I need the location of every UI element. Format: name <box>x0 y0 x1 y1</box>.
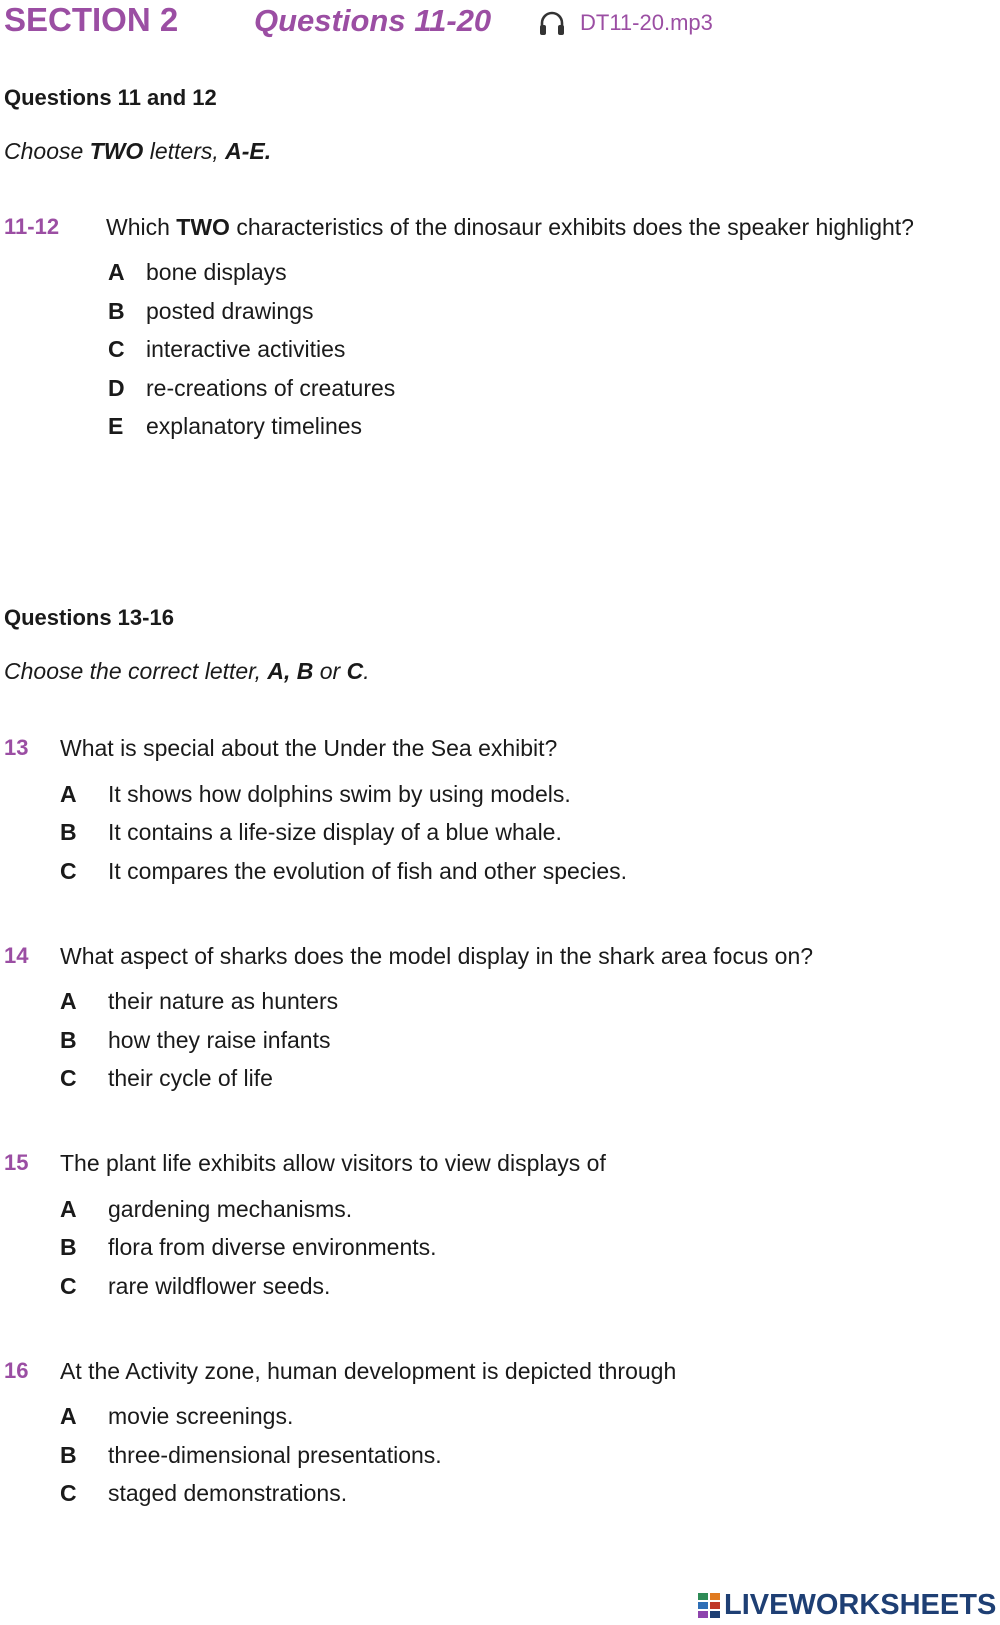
option-text: their cycle of life <box>108 1065 273 1091</box>
option-item[interactable] <box>60 856 627 886</box>
option-letter: A <box>60 988 77 1014</box>
option-item[interactable] <box>108 373 395 403</box>
option-letter: B <box>60 1234 77 1260</box>
question-number: 13 <box>4 735 29 760</box>
option-item[interactable] <box>60 1063 273 1093</box>
question-text: At the Activity zone, human development is depicted through <box>60 1358 677 1384</box>
liveworksheets-logo-icon <box>698 1591 722 1619</box>
option-letter: C <box>108 336 125 362</box>
option-text: It contains a life-size display of a blue whale. <box>108 819 562 845</box>
option-item[interactable] <box>60 1025 330 1055</box>
question-text: What aspect of sharks does the model display in the shark area focus on? <box>60 943 814 969</box>
option-text: how they raise infants <box>108 1027 331 1053</box>
option-letter: D <box>108 375 125 401</box>
option-item[interactable] <box>60 1478 347 1508</box>
question-number: 15 <box>4 1150 29 1175</box>
liveworksheets-logo[interactable] <box>698 1588 996 1622</box>
option-letter: A <box>60 1196 77 1222</box>
option-item[interactable] <box>108 257 287 287</box>
option-letter: C <box>60 1480 77 1506</box>
option-text: bone displays <box>146 259 287 285</box>
option-item[interactable] <box>60 1232 437 1262</box>
question-text: What is special about the Under the Sea exhibit? <box>60 735 558 761</box>
group2-instruction: Choose the correct letter, A, B or C. <box>4 658 370 684</box>
questions-range-title: Questions 11-20 <box>254 3 492 38</box>
option-text: explanatory timelines <box>146 413 363 439</box>
option-item[interactable] <box>60 1194 352 1224</box>
option-letter: E <box>108 413 124 439</box>
option-letter: C <box>60 1065 77 1091</box>
option-item[interactable] <box>108 296 314 326</box>
option-letter: A <box>60 781 77 807</box>
option-item[interactable] <box>60 986 338 1016</box>
option-letter: C <box>60 858 77 884</box>
audio-file-label[interactable]: DT11-20.mp3 <box>580 10 713 35</box>
option-item[interactable] <box>60 1401 293 1431</box>
option-text: It compares the evolution of fish and other species. <box>108 858 628 884</box>
option-text: posted drawings <box>146 298 314 324</box>
group1-instruction: Choose TWO letters, A-E. <box>4 138 272 164</box>
section-title: SECTION 2 <box>4 1 179 38</box>
option-item[interactable] <box>60 1271 330 1301</box>
option-text: re-creations of creatures <box>146 375 396 401</box>
question-text: Which TWO characteristics of the dinosaur exhibits does the speaker highlight? <box>106 214 914 240</box>
headphones-icon <box>538 10 566 36</box>
option-text: movie screenings. <box>108 1403 294 1429</box>
option-text: gardening mechanisms. <box>108 1196 353 1222</box>
option-item[interactable] <box>108 411 362 441</box>
option-text: staged demonstrations. <box>108 1480 348 1506</box>
option-item[interactable] <box>60 1440 442 1470</box>
option-letter: B <box>60 819 77 845</box>
option-letter: C <box>60 1273 77 1299</box>
option-text: interactive activities <box>146 336 346 362</box>
option-letter: B <box>108 298 125 324</box>
option-letter: A <box>60 1403 77 1429</box>
group2-heading: Questions 13-16 <box>4 605 174 630</box>
question-number: 11-12 <box>4 214 60 239</box>
question-number: 14 <box>4 943 29 968</box>
option-item[interactable] <box>60 817 562 847</box>
option-text: rare wildflower seeds. <box>108 1273 331 1299</box>
group1-heading: Questions 11 and 12 <box>4 85 217 110</box>
option-text: It shows how dolphins swim by using models. <box>108 781 571 807</box>
option-text: three-dimensional presentations. <box>108 1442 442 1468</box>
option-letter: B <box>60 1027 77 1053</box>
question-number: 16 <box>4 1358 29 1383</box>
liveworksheets-logo-text: LIVEWORKSHEETS <box>724 1589 997 1621</box>
option-text: flora from diverse environments. <box>108 1234 437 1260</box>
option-item[interactable] <box>108 334 345 364</box>
question-text: The plant life exhibits allow visitors to view displays of <box>60 1150 606 1176</box>
option-text: their nature as hunters <box>108 988 339 1014</box>
option-item[interactable] <box>60 779 571 809</box>
option-letter: B <box>60 1442 77 1468</box>
option-letter: A <box>108 259 125 285</box>
